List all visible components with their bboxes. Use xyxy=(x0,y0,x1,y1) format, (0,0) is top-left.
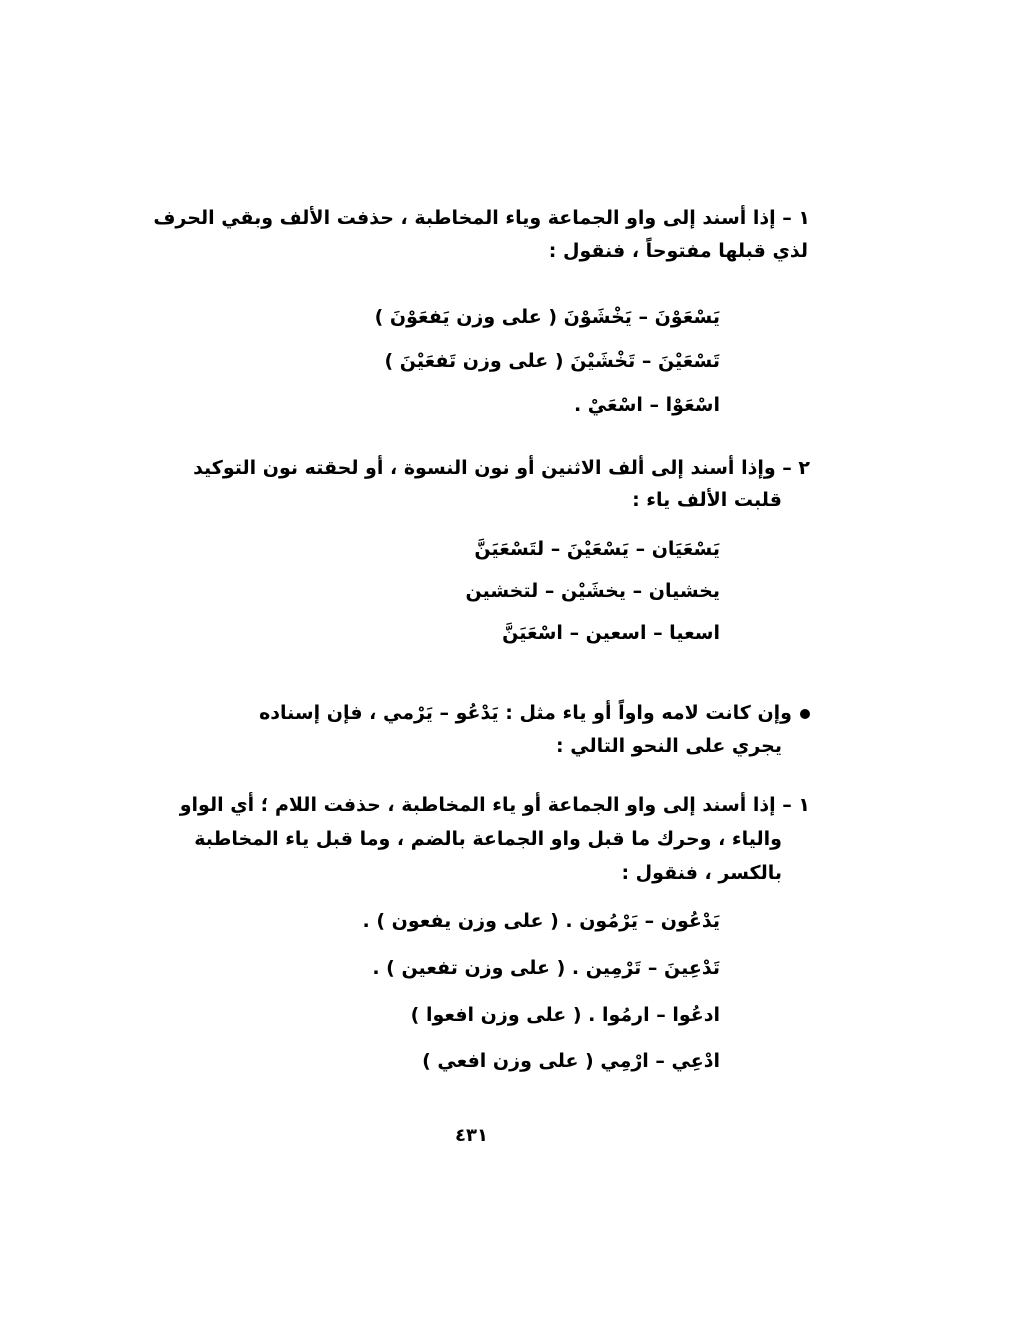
example-line: اسعيا – اسعين – اسْعَيَنَّ xyxy=(502,622,720,644)
example-line: يَسْعَيَان – يَسْعَيْنَ – لتَسْعَيَنَّ xyxy=(474,538,720,560)
bullet-paragraph-line-1 xyxy=(259,700,810,726)
example-line: ادْعِي – ارْمِي ( على وزن افعي ) xyxy=(422,1050,720,1072)
example-line: تَسْعَيْنَ – تَخْشَيْنَ ( على وزن تَفعَيْنَ ) xyxy=(384,350,720,372)
example-line: يَدْعُون – يَرْمُون . ( على وزن يفعون ) . xyxy=(362,910,720,932)
example-line: يَسْعَوْنَ – يَخْشَوْنَ ( على وزن يَفعَوْنَ ) xyxy=(374,306,720,328)
example-line: ادعُوا – ارمُوا . ( على وزن افعوا ) xyxy=(410,1004,720,1026)
example-line: يخشيان – يخشَيْن – لتخشين xyxy=(465,580,720,602)
paragraph-3-line-2: والياء ، وحرك ما قبل واو الجماعة بالضم ، وما قبل ياء المخاطبة xyxy=(194,828,782,850)
paragraph-2-line-2: قلبت الألف ياء : xyxy=(632,489,782,511)
paragraph-2-line-1: ٢ – وإذا أسند إلى ألف الاثنين أو نون النسوة ، أو لحقته نون التوكيد xyxy=(193,457,810,479)
example-line: اسْعَوْا – اسْعَيْ . xyxy=(573,394,720,416)
page-number: ٤٣١ xyxy=(455,1125,488,1146)
paragraph-3-line-3: بالكسر ، فنقول : xyxy=(621,862,782,884)
paragraph-1-line-1: ١ – إذا أسند إلى واو الجماعة وياء المخاطبة ، حذفت الألف وبقي الحرف xyxy=(153,207,810,229)
bullet-text: وإن كانت لامه واواً أو ياء مثل : يَدْعُو – يَرْمي ، فإن إسناده xyxy=(259,702,792,724)
paragraph-3-line-1: ١ – إذا أسند إلى واو الجماعة أو ياء المخاطبة ، حذفت اللام ؛ أي الواو xyxy=(179,794,810,816)
bullet-icon xyxy=(800,709,810,719)
paragraph-1-line-2: لذي قبلها مفتوحاً ، فنقول : xyxy=(548,240,808,262)
bullet-paragraph-line-2: يجري على النحو التالي : xyxy=(556,735,782,757)
example-line: تَدْعِينَ – تَرْمِين . ( على وزن تفعين ) . xyxy=(372,957,720,979)
